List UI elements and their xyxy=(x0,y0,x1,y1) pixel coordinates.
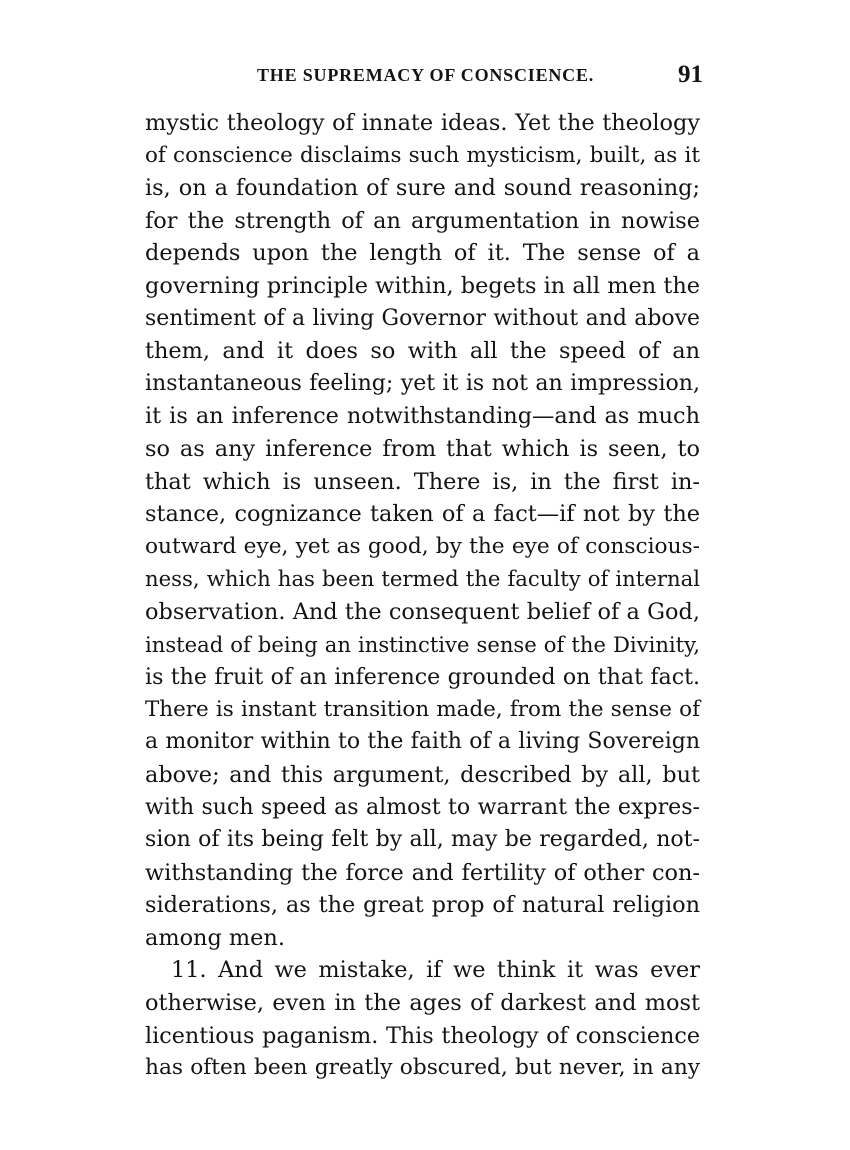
text-line: is, on a foundation of sure and sound reasoning; xyxy=(145,175,700,202)
text-line: sion of its being felt by all, may be regarded, not- xyxy=(145,827,700,853)
text-line: mystic theology of innate ideas. Yet the theology xyxy=(145,110,700,136)
text-line: ness, which has been termed the faculty of internal xyxy=(145,566,700,592)
text-line: with such speed as almost to warrant the expres- xyxy=(145,794,700,821)
text-line: siderations, as the great prop of natural religion xyxy=(145,892,700,919)
paragraph-first-line: 11. And we mistake, if we think it was ever xyxy=(171,957,700,984)
page-number: 91 xyxy=(678,61,703,88)
text-line: of conscience disclaims such mysticism, built, as it xyxy=(145,142,700,168)
text-line: so as any inference from that which is seen, to xyxy=(145,435,700,462)
text-line: that which is unseen. There is, in the first in- xyxy=(145,468,700,495)
text-line: sentiment of a living Governor without and above xyxy=(145,305,700,331)
text-line: depends upon the length of it. The sense of a xyxy=(145,240,700,267)
paragraph-last-line: among men. xyxy=(145,924,285,951)
text-line: licentious paganism. This theology of conscience xyxy=(145,1022,700,1049)
text-line: There is instant transition made, from the sense of xyxy=(145,696,700,722)
text-line: for the strength of an argumentation in nowise xyxy=(145,207,700,234)
body-text xyxy=(145,107,700,1085)
text-line: withstanding the force and fertility of other con- xyxy=(145,859,700,886)
running-head xyxy=(145,62,705,92)
text-line: observation. And the consequent belief of a God, xyxy=(145,598,700,625)
text-line: instead of being an instinctive sense of the Divinity, xyxy=(145,631,700,657)
text-line: is the fruit of an inference grounded on that fact. xyxy=(145,664,700,691)
text-line: a monitor within to the faith of a living Sovereign xyxy=(145,729,700,755)
text-line: otherwise, even in the ages of darkest and most xyxy=(145,990,700,1017)
text-line: it is an inference notwithstanding—and as much xyxy=(145,403,700,430)
running-title: THE SUPREMACY OF CONSCIENCE. xyxy=(257,65,595,85)
text-line: has often been greatly obscured, but never, in any xyxy=(145,1055,700,1081)
text-line: above; and this argument, described by all, but xyxy=(145,761,700,788)
text-line: stance, cognizance taken of a fact—if not by the xyxy=(145,501,700,528)
text-line: them, and it does so with all the speed of an xyxy=(145,338,700,365)
text-line: outward eye, yet as good, by the eye of conscious- xyxy=(145,533,700,559)
text-line: governing principle within, begets in all men the xyxy=(145,272,700,299)
text-line: instantaneous feeling; yet it is not an impression, xyxy=(145,370,700,396)
